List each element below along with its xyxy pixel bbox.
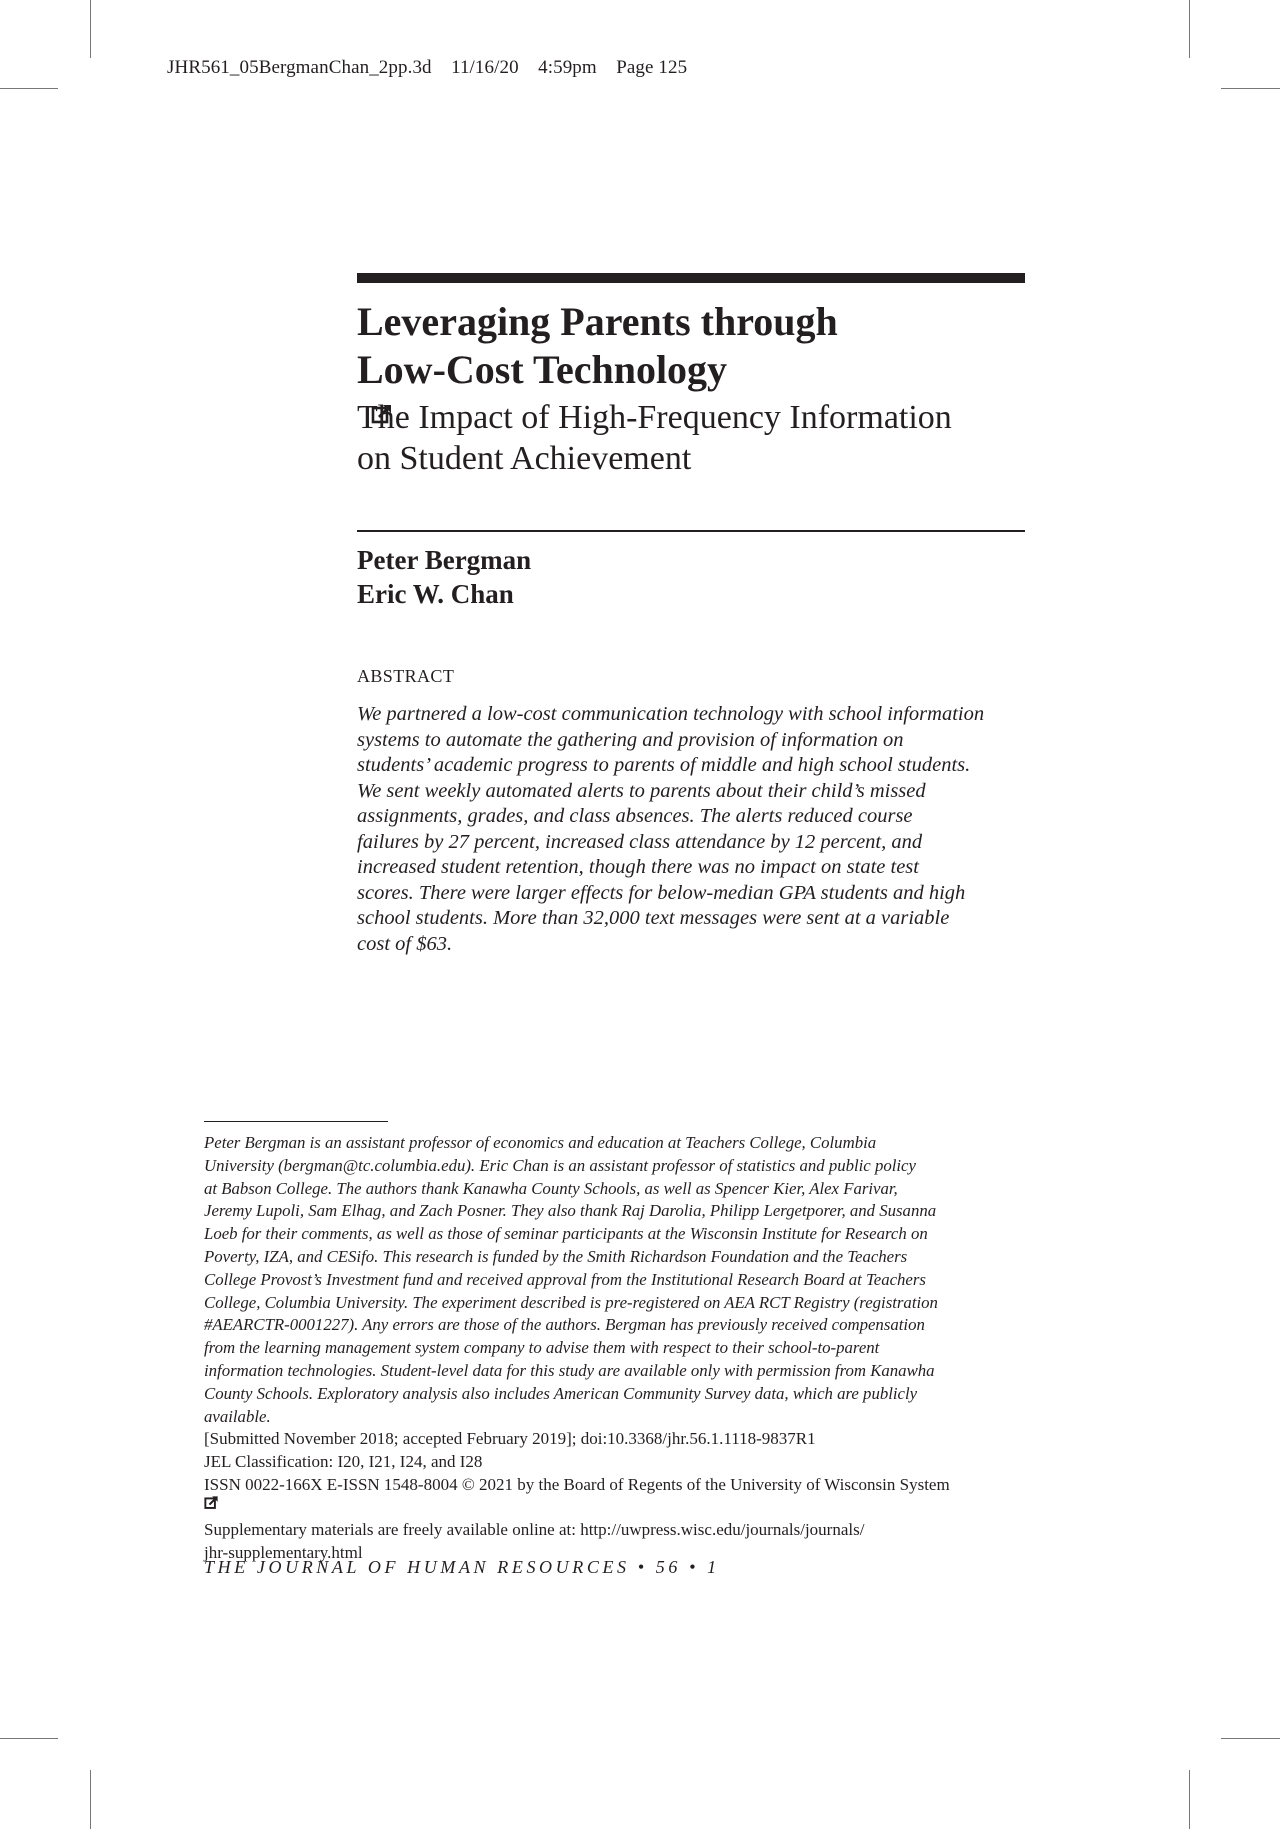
footnote-line: information technologies. Student-level data for this study are available only with permission from Kanawha: [204, 1360, 935, 1380]
author-rule: [357, 530, 1025, 532]
slug-page: Page 125: [616, 57, 688, 78]
abstract-line: We partnered a low-cost communication technology with school information: [357, 703, 985, 725]
crop-mark: [1189, 0, 1190, 58]
crop-mark: [1221, 1738, 1280, 1739]
title-line-2: Low-Cost Technology: [357, 347, 728, 392]
external-link-icon[interactable]: [204, 1494, 1029, 1517]
crop-mark: [90, 1770, 91, 1829]
slug-time: 4:59pm: [538, 57, 597, 78]
author-name: Eric W. Chan: [357, 579, 514, 609]
title-rule: [357, 273, 1025, 283]
title-line-1: Leveraging Parents through: [357, 299, 838, 344]
abstract-label: ABSTRACT: [357, 666, 455, 686]
supplementary-text: Supplementary materials are freely available online at: http://uwpress.wisc.edu/journals/journals/: [204, 1520, 865, 1540]
crop-mark: [0, 88, 58, 89]
slug-date: 11/16/20: [451, 57, 519, 78]
footnote-line: College Provost’s Investment fund and received approval from the Institutional Research Board at Teachers: [204, 1269, 926, 1289]
footnote-line: #AEARCTR-0001227). Any errors are those of the authors. Bergman has previously received compensation: [204, 1315, 925, 1335]
journal-separator: •: [637, 1557, 648, 1577]
author-footnote: [204, 1132, 1034, 1428]
footnote-line: from the learning management system company to advise them with respect to their school-to-parent: [204, 1338, 880, 1358]
submission-info: [Submitted November 2018; accepted February 2019]; doi:10.3368/jhr.56.1.1118-9837R1: [204, 1429, 816, 1448]
subtitle-line-2: on Student Achievement: [357, 440, 692, 477]
slug-file: JHR561_05BergmanChan_2pp.3d: [167, 57, 432, 78]
abstract-line: school students. More than 32,000 text messages were sent at a variable: [357, 907, 950, 929]
footnote-line: College, Columbia University. The experiment described is pre-registered on AEA RCT Registry (registration: [204, 1292, 938, 1312]
abstract-line: cost of $63.: [357, 932, 453, 955]
article-subtitle: [357, 397, 1025, 479]
journal-separator: •: [689, 1557, 699, 1577]
author-name: Peter Bergman: [357, 545, 532, 575]
crop-mark: [1189, 1770, 1190, 1829]
supplementary-line: [204, 1496, 1034, 1542]
abstract-line: failures by 27 percent, increased class attendance by 12 percent, and: [357, 830, 923, 853]
abstract-line: assignments, grades, and class absences. The alerts reduced course: [357, 805, 913, 827]
footnote-line: Poverty, IZA, and CESifo. This research is funded by the Smith Richardson Foundation and the Teachers: [204, 1246, 908, 1266]
journal-issue: 1: [707, 1557, 720, 1577]
footnote-line: Loeb for their comments, as well as those of seminar participants at the Wisconsin Institute for Research on: [204, 1224, 928, 1244]
journal-footer: [204, 1557, 720, 1578]
crop-mark: [0, 1738, 58, 1739]
journal-name: THE JOURNAL OF HUMAN RESOURCES: [204, 1557, 630, 1577]
article-meta: [204, 1428, 1034, 1565]
footnote-line: Jeremy Lupoli, Sam Elhag, and Zach Posner. They also thank Raj Darolia, Philipp Lergetporer, and Susanna: [204, 1201, 937, 1221]
subtitle-line-1: The Impact of High-Frequency Information: [357, 399, 952, 436]
abstract-line: We sent weekly automated alerts to parents about their child’s missed: [357, 779, 926, 802]
author-list: [357, 543, 531, 611]
slug-line: [167, 57, 687, 79]
abstract-line: students’ academic progress to parents of middle and high school students.: [357, 754, 971, 776]
footnote-line: University (bergman@tc.columbia.edu). Eric Chan is an assistant professor of statistics and public policy: [204, 1155, 916, 1175]
abstract-line: systems to automate the gathering and provision of information on: [357, 728, 904, 751]
footnote-line: Peter Bergman is an assistant professor of economics and education at Teachers College, Columbia: [204, 1133, 877, 1152]
footnote-line: available.: [204, 1406, 271, 1426]
jel-classification: JEL Classification: I20, I21, I24, and I28: [204, 1451, 483, 1471]
crop-mark: [1221, 88, 1280, 89]
journal-volume: 56: [655, 1557, 681, 1577]
supplementary-url[interactable]: jhr-supplementary.html: [204, 1542, 363, 1562]
footnote-line: at Babson College. The authors thank Kanawha County Schools, as well as Spencer Kier, Alex Farivar,: [204, 1178, 898, 1198]
abstract-line: increased student retention, though there was no impact on state test: [357, 856, 919, 878]
footnote-rule: [204, 1121, 388, 1122]
issn-line: ISSN 0022-166X E-ISSN 1548-8004 © 2021 by the Board of Regents of the University of Wisconsin System: [204, 1474, 950, 1494]
abstract-body: [357, 702, 1029, 957]
footnote-line: County Schools. Exploratory analysis also includes American Community Survey data, which are publicly: [204, 1383, 918, 1403]
abstract-line: scores. There were larger effects for below-median GPA students and high: [357, 881, 966, 904]
crop-mark: [90, 0, 91, 58]
